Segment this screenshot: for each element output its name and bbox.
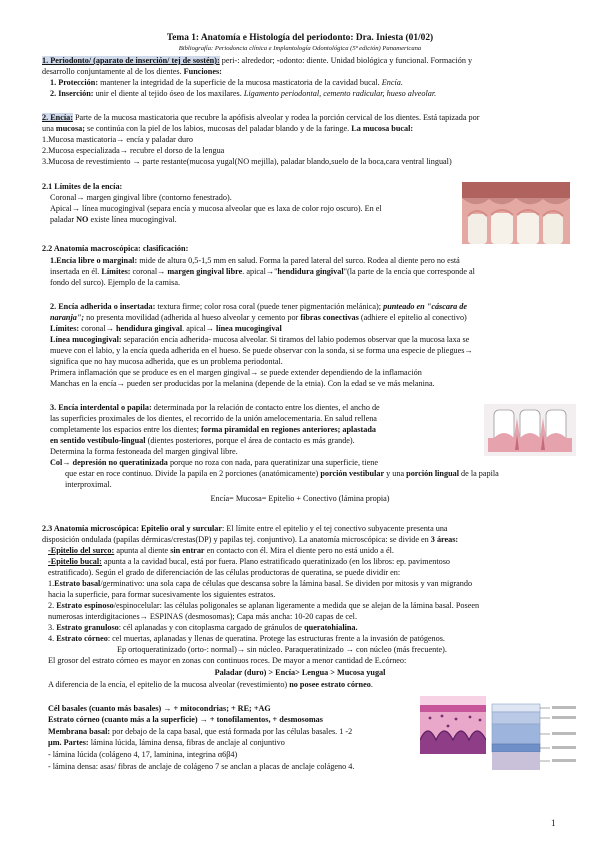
function-insertion: 2. Inserción: unir el diente al tejido óseo de los maxilares. Ligamento periodontal, cemento radicular, hueso alveolar. xyxy=(50,89,437,98)
spinous-stratum-line-2: numerosas interdigitaciones→ ESPINAS (desmosomas); Capa más ancha: 10-20 capas de cel. xyxy=(48,612,358,621)
limit-coronal: Coronal→ margen gingival libre (contorno fenestrado). xyxy=(50,193,232,202)
section-2-line-2: una mucosa; se continúa con la piel de los labios, mucosas del paladar blando y de la faringe. La mucosa bucal: xyxy=(42,124,414,133)
corneum-thickness: El grosor del estrato córneo es mayor en zonas con continuos roces. De mayor a menor cantidad de E.córneo: xyxy=(48,656,407,665)
lamina-lucida: - lámina lúcida (colágeno 4, 17, laminina, integrina α6β4) xyxy=(48,750,238,759)
basal-stratum-line-1: 1.Estrato basal/germinativo: una sola capa de células que descansa sobre la lámina basal. Se dividen por mitosis y van migrando xyxy=(48,579,473,588)
section-2-1-title: 2.1 Límites de la encía: xyxy=(42,182,123,191)
basal-stratum-line-2: hacia la superficie, para formar sucesivamente los siguientes estratos. xyxy=(48,590,276,599)
section-1-line-2: desarrollo conjuntamente al de los dientes. Funciones: xyxy=(42,67,222,76)
col-line-2: que estar en roce continuo. Divide la papila en 2 porciones (anatómicamente) porción vestibular y una porción lingual de la papila xyxy=(65,469,499,478)
papilla-diagram xyxy=(484,404,576,456)
section-2-3-line-2: disposición ondulada (papilas dérmicas/crestas(DP) y papilas tej. conjuntivo). La anatomía microscópica: se divide en 3 áreas: xyxy=(42,535,459,544)
oral-epithelium-line-1: -Epitelio bucal: apunta a la cavidad bucal, está por fuera. Plano estratificado queratinizado (en los libros: ep. pavimentoso xyxy=(48,557,450,566)
free-gingiva-line-2: insertada en él. Límites: coronal→ margen gingival libre. apical→"hendidura gingival"(la parte de la encía que corresponde al xyxy=(50,267,475,276)
page-number: 1 xyxy=(551,818,556,828)
mucogingival-line-3: significa que no hay mucosa adherida, que es un problema periodontal. xyxy=(50,357,283,366)
attached-gingiva-line-3: Límites: coronal→ hendidura gingival. apical→ línea mucogingival xyxy=(50,324,282,333)
section-2-line-1: 2. Encía: Parte de la mucosa masticatoria que recubre la apófisis alveolar y rodea la porción cervical de los dientes. Está tapizada por xyxy=(42,113,480,122)
limit-palate: paladar NO existe línea mucogingival. xyxy=(50,215,177,224)
corneum-note: Estrato córneo (cuanto más a la superficie) → + tonofilamentos, + desmosomas xyxy=(48,715,323,724)
papilla-line-1: 3. Encía interdental o papila: determinada por la relación de contacto entre los dientes, el ancho de xyxy=(50,403,380,412)
epithelium-diagram xyxy=(488,696,582,776)
papilla-line-3: completamente los espacios entre los dientes; forma piramidal en regiones anteriores; aplastada xyxy=(50,425,377,434)
alveolar-mucosa-note: A diferencia de la encía, el epitelio de la mucosa alveolar (revestimiento) no posee estrato córneo. xyxy=(48,680,373,689)
papilla-line-5: Determina la forma festoneada del margen gingival libre. xyxy=(50,447,238,456)
corneum-stratum: 4. Estrato córneo: cel muertas, aplanadas y llenas de queratina. Protege las estructuras frente a la invasión de patógenos. xyxy=(48,634,445,643)
attached-gingiva-line-1: 2. Encía adherida o insertada: textura firme; color rosa coral (puede tener pigmentación melánica); punteado en "cáscara de xyxy=(50,302,468,311)
papilla-line-2: las superficies proximales de los dientes, el recorrido de la unión amelocementaria. En salud rellena xyxy=(50,414,377,423)
oral-epithelium-line-2: estratificado). Según el grado de diferenciación de las células productoras de queratina, se puede dividir en: xyxy=(48,568,401,577)
epithelium-micrograph xyxy=(420,696,486,754)
basal-cells-note: Cél basales (cuanto más basales) → + mitocondrias; + RE; +AG xyxy=(48,704,271,713)
keratinization-types: Ep ortoqueratinizado (orto-: normal)→ sin núcleo. Paraqueratinizado → con núcleo (más frecuente). xyxy=(117,645,447,654)
col-line-1: Col→ depresión no queratinizada porque no roza con nada, para queratinizar una superficie, tiene xyxy=(50,458,378,467)
section-2-2-title: 2.2 Anatomía macroscópica: clasificación: xyxy=(42,244,189,253)
function-protection: 1. Protección: mantener la integridad de la superficie de la mucosa masticatoria de la cavidad bucal. Encía. xyxy=(50,78,403,87)
attached-gingiva-line-2: naranja"; no presenta movilidad (adherida al hueso alveolar y cemento por fibras conectivas (adhiere el epitelio al conectivo) xyxy=(50,313,467,322)
melanin-note: Manchas en la encía→ pueden ser producidas por la melanina (depende de la etnia). Con la edad se ve más melanina. xyxy=(50,379,435,388)
limit-apical: Apical→ línea mucogingival (separa encía y mucosa alveolar que es laxa de color rojo oscuro). En el xyxy=(50,204,382,213)
doc-title: Tema 1: Anatomía e Histología del periodonto: Dra. Iniesta (01/02) xyxy=(166,33,434,43)
basement-membrane-line-1: Membrana basal: por debajo de la capa basal, que está formada por las células basales. 1 -2 xyxy=(48,727,353,736)
mucogingival-line-2: mueve con el labio, y la encía queda adherida en el hueso. Se puede observar con la sonda, si se forma una especie de pliegues→ xyxy=(50,346,473,355)
mucogingival-line-1: Línea mucogingival: separación encía adherida- mucosa alveolar. Si tiramos del labio podemos observar que la mucosa laxa se xyxy=(50,335,470,344)
gingiva-formula: Encía= Mucosa= Epitelio + Conectivo (lámina propia) xyxy=(210,494,390,503)
corneum-ranking: Paladar (duro) > Encía> Lengua > Mucosa yugal xyxy=(214,668,386,677)
sulcular-epithelium: -Epitelio del surco: apunta al diente sin entrar en contacto con él. Mira el diente pero no está unido a él. xyxy=(48,546,394,555)
granular-stratum: 3. Estrato granuloso: cél aplanadas y con citoplasma cargado de gránulos de queratohialina. xyxy=(48,623,358,632)
bibliography: Bibliografía: Periodoncia clínica e Implantología Odontológica (5ª edición) Panamericana xyxy=(178,45,422,52)
section-2-3-line-1: 2.3 Anatomía microscópica: Epitelio oral y surcular: El límite entre el epitelio y el tej conectivo subyacente presenta una xyxy=(42,524,448,533)
mucosa-type-1: 1.Mucosa masticatoria→ encía y paladar duro xyxy=(42,135,193,144)
mucosa-type-3: 3.Mucosa de revestimiento → parte restante(mucosa yugal(NO mejilla), paladar blando,suelo de la boca,cara ventral lingual) xyxy=(42,157,452,166)
mucosa-type-2: 2.Mucosa especializada→ recubre el dorso de la lengua xyxy=(42,146,225,155)
section-1-line-1: 1. Periodonto/ (aparato de inserción/ tej de sostén): peri-: alrededor; -odonto: diente. Unidad biológica y funcional. Formación y xyxy=(42,56,473,65)
lamina-densa: - lámina densa: asas/ fibras de anclaje de colágeno 7 se anclan a placas de anclaje colágeno 4. xyxy=(48,762,355,771)
inflammation-note: Primera inflamación que se produce es en el margen gingival→ se puede extender dependiendo de la inflamación xyxy=(50,368,422,377)
gum-photo xyxy=(462,182,570,244)
free-gingiva-line-3: fondo del surco). Ejemplo de la camisa. xyxy=(50,278,181,287)
free-gingiva-line-1: 1.Encía libre o marginal: mide de altura 0,5-1,5 mm en salud. Forma la pared lateral del surco. Rodea al diente pero no está xyxy=(50,256,460,265)
col-line-3: interproximal. xyxy=(65,480,112,489)
papilla-line-4: en sentido vestíbulo-lingual (dientes posteriores, porque el área de contacto es más grande). xyxy=(50,436,355,445)
basement-membrane-line-2: µm. Partes: lámina lúcida, lámina densa, fibras de anclaje al conjuntivo xyxy=(48,738,285,747)
spinous-stratum-line-1: 2. Estrato espinoso/espinocelular: las células poligonales se aplanan ligeramente a medida que se alejan de la lámina basal. Poseen xyxy=(48,601,480,610)
